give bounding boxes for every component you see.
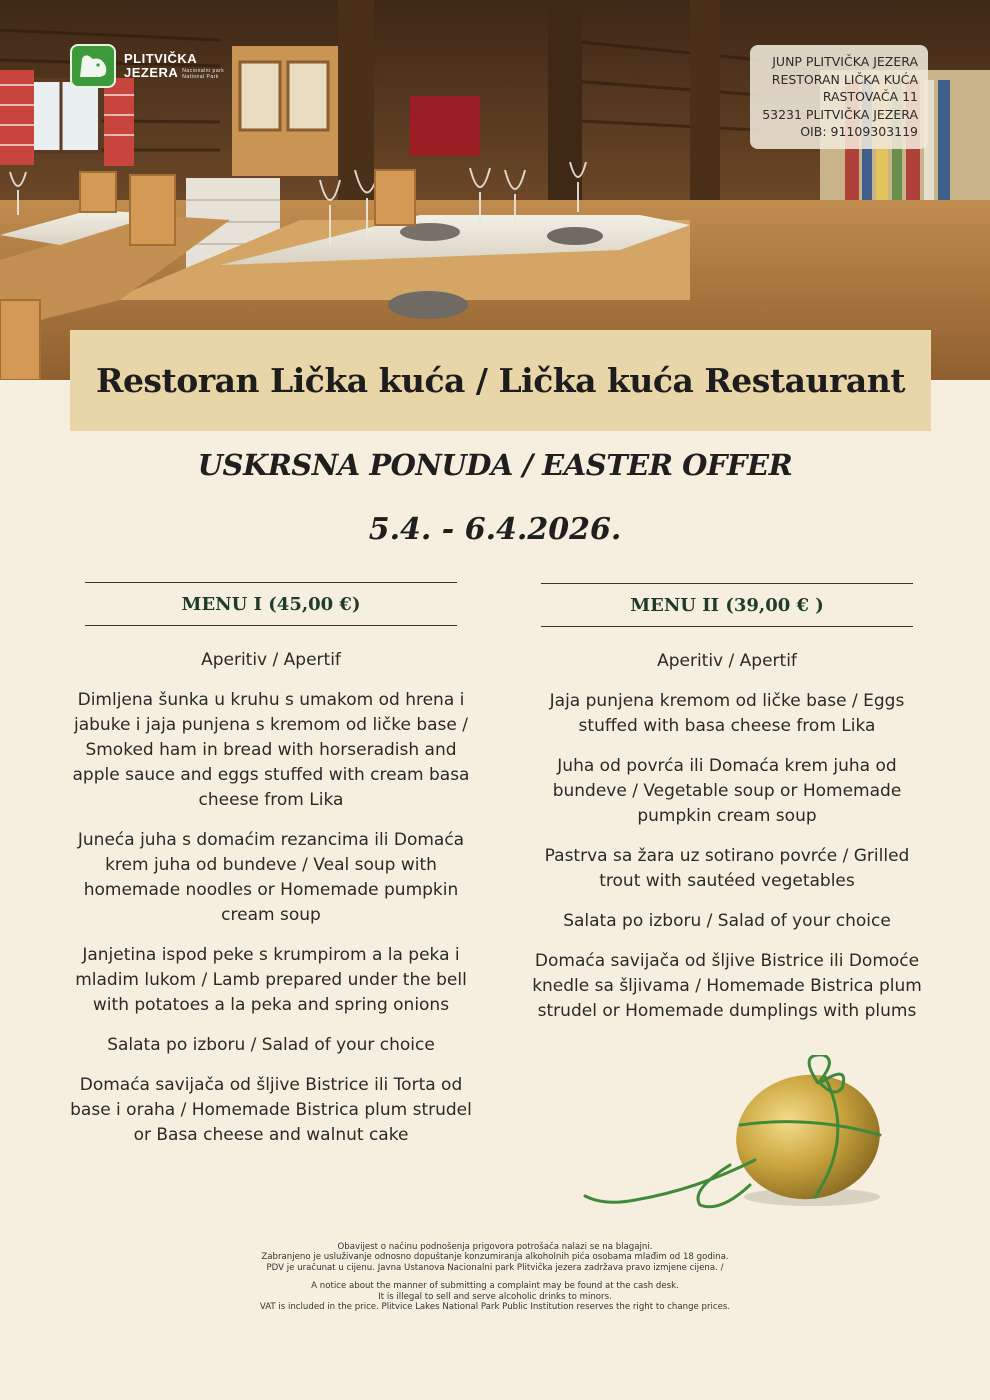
offer-dates: 5.4. - 6.4.2026. <box>368 512 622 547</box>
menu-item: Aperitiv / Apertif <box>657 651 797 671</box>
menu-item: Juneća juha s domaćim rezancima ili Domaća krem juha od bundeve / Veal soup with homemade noodles or Homemade pumpkin cream soup <box>77 830 465 925</box>
logo-text <box>124 52 224 80</box>
menu-item: Salata po izboru / Salad of your choice <box>563 911 891 931</box>
address-line: OIB: 91109303119 <box>800 124 918 140</box>
restaurant-photo <box>0 0 990 380</box>
logo-name-line2: JEZERA <box>124 65 179 80</box>
menu-item: Dimljena šunka u kruhu s umakom od hrena i jabuke i jaja punjena s kremom od ličke base / Smoked ham in bread with horseradish and apple sauce and eggs stuffed with cream basa cheese from Lika <box>72 690 470 810</box>
menu-1 <box>66 582 476 1163</box>
menu-2 <box>522 583 932 1039</box>
legal-line: PDV je uračunat u cijenu. Javna Ustanova Nacionalni park Plitvička jezera zadržava pravo izmjene cijena. / <box>266 1262 724 1273</box>
legal-notice <box>0 1242 990 1312</box>
legal-line: It is illegal to sell and serve alcoholic drinks to minors. <box>378 1291 612 1302</box>
restaurant-address <box>750 45 928 149</box>
address-line: RESTORAN LIČKA KUĆA <box>771 71 918 87</box>
legal-line: Zabranjeno je usluživanje odnosno dopuštanje konzumiranja alkoholnih pića osobama mlađim od 18 godina. <box>261 1252 729 1263</box>
menu-item: Domaća savijača od šljive Bistrice ili Domoće knedle sa šljivama / Homemade Bistrica plum strudel or Homemade dumplings with plums <box>532 951 922 1021</box>
logo-name-line1: PLITVIČKA <box>124 51 198 66</box>
menu-2-items <box>522 649 932 1024</box>
menu-item: Pastrva sa žara uz sotirano povrće / Grilled trout with sautéed vegetables <box>544 846 910 891</box>
menu-1-items <box>66 648 476 1148</box>
bear-head-icon <box>70 44 116 88</box>
logo <box>70 44 224 88</box>
address-line: 53231 PLITVIČKA JEZERA <box>762 106 918 122</box>
page-title: Restoran Lička kuća / Lička kuća Restaurant <box>96 361 905 400</box>
logo-sub-line1: Nacionalni park <box>182 67 225 74</box>
menu-item: Salata po izboru / Salad of your choice <box>107 1035 435 1055</box>
menu-item: Jaja punjena kremom od ličke base / Eggs stuffed with basa cheese from Lika <box>549 691 905 736</box>
easter-egg-icon <box>580 1055 890 1219</box>
legal-line: Obavijest o načinu podnošenja prigovora potrošača nalazi se na blagajni. <box>337 1242 653 1252</box>
legal-line: A notice about the manner of submitting a complaint may be found at the cash desk. <box>311 1281 679 1292</box>
menu-item: Aperitiv / Apertif <box>201 650 341 670</box>
offer-heading: USKRSNA PONUDA / EASTER OFFER <box>197 448 793 482</box>
address-line: JUNP PLITVIČKA JEZERA <box>772 54 918 69</box>
legal-line: VAT is included in the price. Plitvice Lakes National Park Public Institution reserves the right to change prices. <box>259 1302 731 1313</box>
address-line: RASTOVAČA 11 <box>822 89 918 105</box>
title-banner <box>70 330 931 431</box>
menu-item: Juha od povrća ili Domaća krem juha od bundeve / Vegetable soup or Homemade pumpkin cream soup <box>552 756 902 826</box>
menu-item: Janjetina ispod peke s krumpirom a la peka i mladim lukom / Lamb prepared under the bell with potatoes a la peka and spring onions <box>75 945 467 1015</box>
logo-sub-line2: National Park <box>182 73 219 80</box>
menu-2-heading: MENU II (39,00 € ) <box>541 583 913 627</box>
menu-1-heading: MENU I (45,00 €) <box>85 582 457 626</box>
menu-item: Domaća savijača od šljive Bistrice ili Torta od base i oraha / Homemade Bistrica plum strudel or Basa cheese and walnut cake <box>70 1075 472 1145</box>
